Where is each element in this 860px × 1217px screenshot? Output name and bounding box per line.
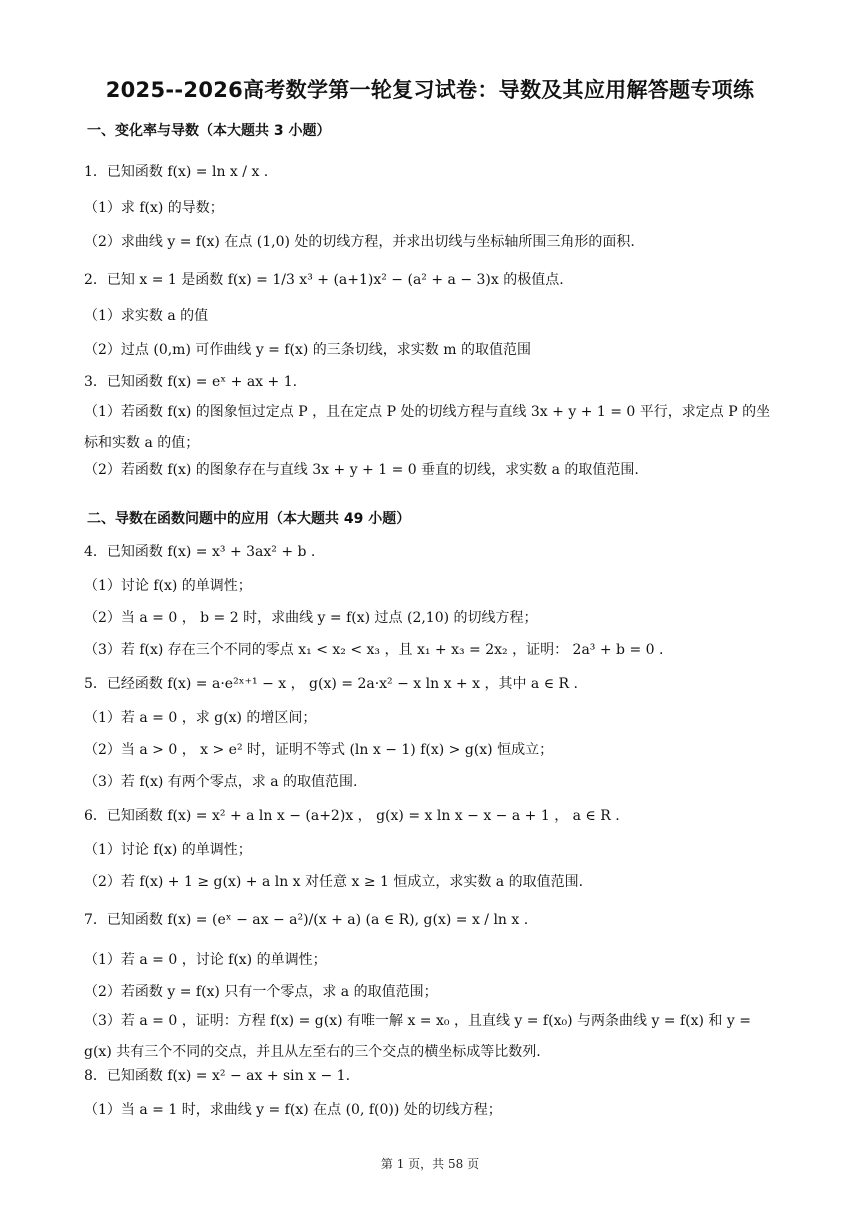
problem-2-part-2: （2）过点 (0,m) 可作曲线 y = f(x) 的三条切线，求实数 m 的取值范围 [84,342,531,358]
section-heading-1: 一、变化率与导数（本大题共 3 小题） [87,123,331,139]
problem-4-part-1: （1）讨论 f(x) 的单调性； [84,578,252,594]
problem-6-part-2: （2）若 f(x) + 1 ≥ g(x) + a ln x 对任意 x ≥ 1 恒成立，求实数 a 的取值范围. [84,874,584,890]
problem-8-part-1: （1）当 a = 1 时，求曲线 y = f(x) 在点 (0, f(0)) 处的切线方程； [84,1102,502,1118]
problem-5-part-1: （1）若 a = 0 ，求 g(x) 的增区间； [84,710,317,726]
problem-3: 3．已知函数 f(x) = eˣ + ax + 1. [84,374,298,390]
problem-4-part-2: （2）当 a = 0 ， b = 2 时，求曲线 y = f(x) 过点 (2,10) 的切线方程； [84,610,538,626]
problem-6: 6．已知函数 f(x) = x² + a ln x − (a+2)x ， g(x) = x ln x − x − a + 1 ， a ∈ R . [84,808,620,824]
problem-3-part-2: （2）若函数 f(x) 的图象存在与直线 3x + y + 1 = 0 垂直的切线，求实数 a 的取值范围. [84,462,639,478]
problem-1-part-2: （2）求曲线 y = f(x) 在点 (1,0) 处的切线方程，并求出切线与坐标轴所围三角形的面积. [84,234,635,250]
problem-5: 5．已经函数 f(x) = a·e²ˣ⁺¹ − x ， g(x) = 2a·x² − x ln x + x ，其中 a ∈ R . [84,676,578,692]
problem-8: 8．已知函数 f(x) = x² − ax + sin x − 1. [84,1068,351,1084]
problem-4-part-3: （3）若 f(x) 存在三个不同的零点 x₁ < x₂ < x₃ ，且 x₁ + x₃ = 2x₂ ，证明： 2a³ + b = 0 . [84,642,664,658]
problem-2: 2．已知 x = 1 是函数 f(x) = 1/3 x³ + (a+1)x² − (a² + a − 3)x 的极值点. [84,272,564,288]
problem-7-part-2: （2）若函数 y = f(x) 只有一个零点，求 a 的取值范围； [84,984,438,1000]
problem-7-part-3: （3）若 a = 0 ，证明：方程 f(x) = g(x) 有唯一解 x = x₀ ，且直线 y = f(x₀) 与两条曲线 y = f(x) 和 y = g(x) 共有三个不同的交点，并且从左至右的三个交点的横坐标成等比数列. [84,1013,751,1060]
problem-4: 4．已知函数 f(x) = x³ + 3ax² + b . [84,544,316,560]
problem-1: 1．已知函数 f(x) = ln x / x . [84,164,269,180]
page-title: 2025--2026高考数学第一轮复习试卷：导数及其应用解答题专项练 [105,78,755,102]
problem-2-part-1: （1）求实数 a 的值 [84,308,209,324]
problem-1-part-1: （1）求 f(x) 的导数； [84,200,224,216]
problem-7-part-1: （1）若 a = 0 ，讨论 f(x) 的单调性； [84,952,327,968]
problem-6-part-1: （1）讨论 f(x) 的单调性； [84,842,252,858]
problem-7: 7．已知函数 f(x) = (eˣ − ax − a²)/(x + a) (a ∈ R), g(x) = x / ln x . [84,912,529,928]
problem-5-part-3: （3）若 f(x) 有两个零点，求 a 的取值范围. [84,774,358,790]
page-footer: 第 1 页，共 58 页 [380,1157,480,1171]
problem-5-part-2: （2）当 a > 0 ， x > e² 时，证明不等式 (ln x − 1) f(x) > g(x) 恒成立； [84,742,554,758]
section-heading-2: 二、导数在函数问题中的应用（本大题共 49 小题） [87,511,411,527]
problem-3-part-1: （1）若函数 f(x) 的图象恒过定点 P ，且在定点 P 处的切线方程与直线 3x + y + 1 = 0 平行，求定点 P 的坐标和实数 a 的值； [84,404,771,451]
